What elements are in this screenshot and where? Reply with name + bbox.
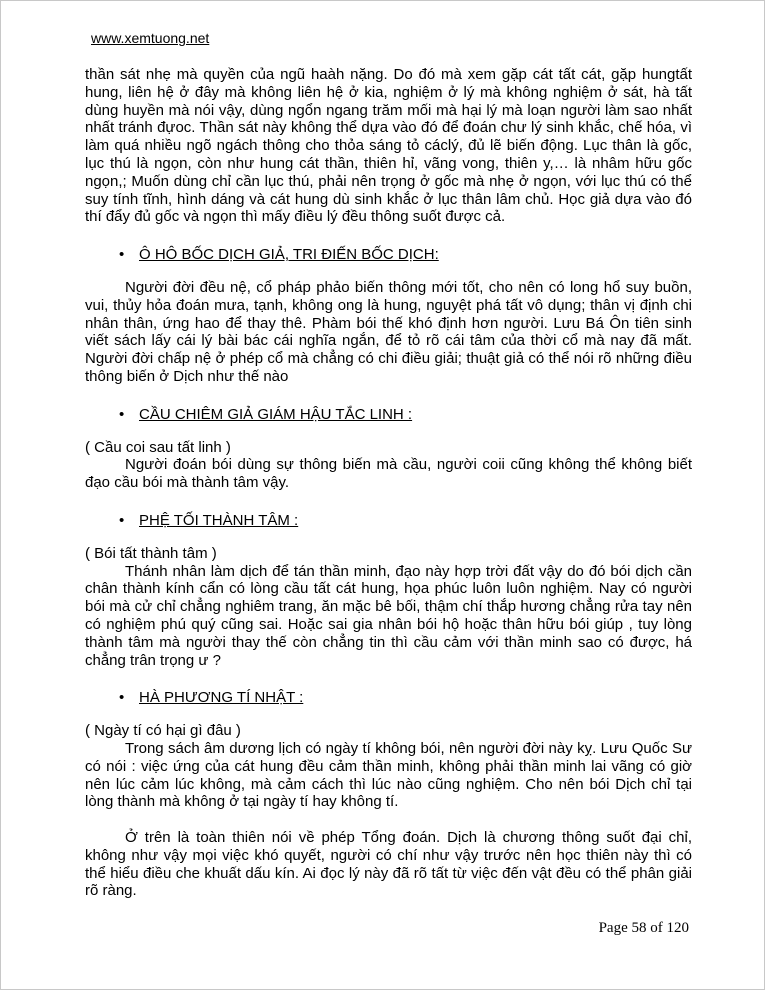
section-paragraph: Trong sách âm dương lịch có ngày tí không bói, nên người đời này kỵ. Lưu Quốc Sư có nói : việc ứng của cát hung đều cảm thần minh, không phải thần minh lai vãng có giờ nên lúc cảm lúc không, mà cảm cách thì lúc nào cũng nghiệm. Cho nên bói Dịch chỉ tại lòng thành mà không ở tại ngày tí hay không tí.: [85, 739, 692, 811]
section-heading: [85, 406, 692, 424]
bullet-icon: •: [119, 405, 125, 423]
section-paragraph: Người đoán bói dùng sự thông biến mà cầu, người coii cũng không thể không biết đạo cầu bói mà thành tâm vậy.: [85, 456, 692, 492]
section-heading-text: PHỆ TỐI THÀNH TÂM :: [139, 511, 299, 529]
section-heading: [85, 246, 692, 264]
section-note: ( Cầu coi sau tất linh ): [85, 438, 231, 456]
section-note: ( Ngày tí có hại gì đâu ): [85, 722, 241, 740]
section-heading-text: Ô HÔ BỐC DỊCH GIẢ, TRI ĐIẾN BỐC DỊCH:: [139, 246, 439, 264]
bullet-icon: •: [119, 689, 125, 707]
section-heading: [85, 689, 692, 707]
section-heading-text: HÀ PHƯƠNG TÍ NHẬT :: [139, 689, 304, 707]
section-heading-text: CẦU CHIÊM GIẢ GIÁM HẬU TẮC LINH :: [139, 405, 413, 423]
section-heading: [85, 512, 692, 530]
bullet-icon: •: [119, 246, 125, 264]
page-content: [85, 66, 692, 900]
section-paragraph: Thánh nhân làm dịch để tán thần minh, đạo này hợp trời đất vậy do đó bói dịch cần chân thành kính cẩn có lòng cầu tất cát hung, họa phúc luôn luôn nghiệm. Nay có người bói mà cử chỉ chẳng nghiêm trang, ăn mặc bê bối, thậm chí thắp hương chẳng rửa tay nên có nghiệm phú quý cũng sai. Hoặc sai gia nhân bói hộ hoặc thân hữu bói giúp , tuy lòng thành tâm mà người thay thế còn chẳng tin thì cầu cảm với thần minh sao có được, há chẳng trân trọng ư ?: [85, 562, 692, 669]
section-note: ( Bói tất thành tâm ): [85, 544, 217, 562]
site-url: www.xemtuong.net: [91, 30, 210, 46]
bullet-icon: •: [119, 511, 125, 529]
section-paragraph: Người đời đều nệ, cổ pháp phảo biến thông mới tốt, cho nên có long hổ suy buồn, vui, thủy hỏa đoán mưa, tạnh, không ong là hung, nguyệt phá tất vô dụng; thân vị định chi nhân thân, ứng hao để thay thê. Phàm bói thế khó định hơn người. Lưu Bá Ôn tiên sinh viết sách lấy cái lý bài bác cái nghĩa ngắn, để tỏ rõ cái tâm của thời cổ mà nay đã mất. Người đời chấp nệ ở phép cổ mà chẳng có chi điều giải; thuật giả có thể nói rõ những điều thông biến ở Dịch như thế nào: [85, 278, 692, 385]
intro-paragraph: thần sát nhẹ mà quyền của ngũ haàh nặng. Do đó mà xem gặp cát tất cát, gặp hungtất hung, liên hệ ở đây mà không liên hệ ở kia, nghiệm ở lý mà không nghiệm ở sát, hà tất dùng huyền mà nói vậy, dùng ngổn ngang trăm mối mà hại lý mà loạn người làm sao nhất nhất tránh đựoc. Thần sát này không thể dựa vào đó để đoán chư lý sinh khắc, chế hóa, vì làm quá nhiều ngõ ngách thông cho thỏa sáng tỏ cáclý, đủ lẽ biến động. Lục thân là gốc, lục thú là ngọn, còn như hung cát thần, thiên hỉ, vãng vong, thiên y,… là nhâm hữu gốc ngọn,; Muốn dùng chỉ cần lục thú, phải nên trọng ở gốc mà nhẹ ở ngọn, với lục thú có thể suy tính tĩnh, hình dáng và cát hung dù sinh khắc ở lục thân lâm chủ. Học giả dựa vào đó thí đẩy đủ gốc và ngọn thì mấy điều lý đều thông suốt được cả.: [85, 66, 692, 226]
closing-paragraph: Ở trên là toàn thiên nói về phép Tổng đoán. Dịch là chương thông suốt đại chỉ, không như vậy mọi việc khó quyết, người có chí như vậy trước nên học thiên này thì có thể hiểu điều che khuất dấu kín. Ai đọc lý này đã rõ tất từ việc đến vật đều có thể phân giải rõ ràng.: [85, 829, 692, 900]
page-number: Page 58 of 120: [598, 920, 689, 936]
